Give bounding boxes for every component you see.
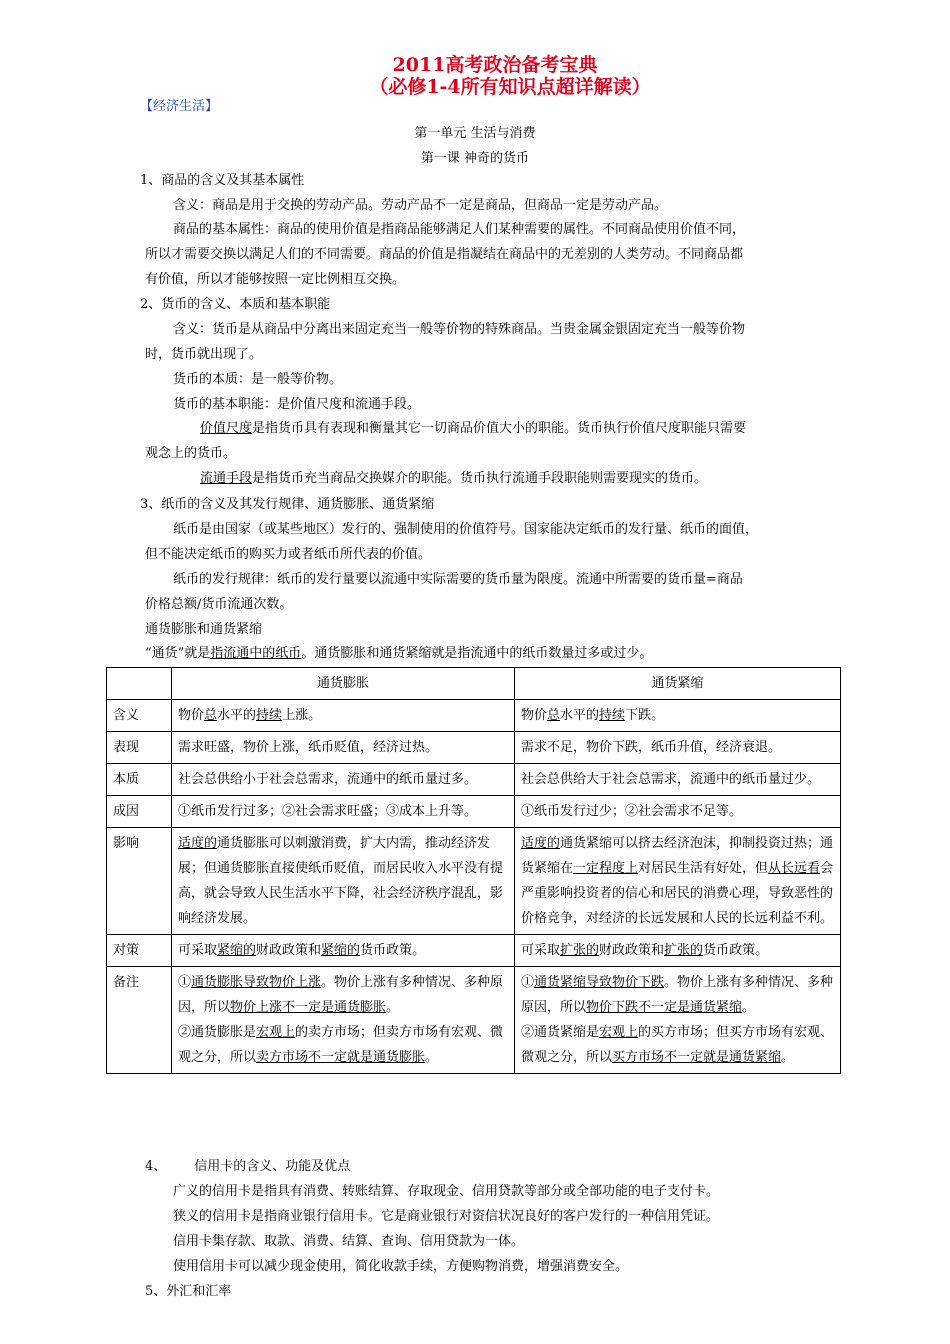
s2-paragraph: 时，货币就出现了。	[145, 347, 263, 362]
text-run: 宏观上	[599, 1025, 639, 1040]
text-run: ①	[521, 975, 535, 990]
text-run: 一定程度上	[573, 861, 639, 876]
text-run: 。	[781, 1050, 795, 1065]
row-label: 成因	[107, 796, 172, 828]
text-run: 。	[742, 1000, 756, 1015]
table-cell: 社会总供给小于社会总需求，流通中的纸币量过多。	[172, 764, 515, 796]
row-label: 含义	[107, 700, 172, 732]
row-label: 本质	[107, 764, 172, 796]
s3-paragraph: 但不能决定纸币的购买力或者纸币所代表的价值。	[145, 547, 432, 562]
s1-heading: 1、商品的含义及其基本属性	[140, 173, 305, 188]
table-row	[107, 764, 841, 796]
table-row	[107, 967, 841, 1074]
text-run: 可采取	[178, 943, 218, 958]
table-cell: 需求不足，物价下跌，纸币升值，经济衰退。	[515, 732, 841, 764]
text-run: 宏观上	[256, 1025, 296, 1040]
text-run: 通货紧缩可以挤去经济泡沫，抑制投资过热；通货紧缩在	[521, 836, 834, 876]
table-cell	[172, 828, 515, 935]
text-run: 紧缩的	[217, 943, 257, 958]
term-underlined: 流通手段	[200, 471, 253, 486]
s2-paragraph: 货币的基本职能：是价值尺度和流通手段。	[173, 397, 421, 412]
text-run: 适度的	[521, 836, 561, 851]
text-run: 的买方市场；但买方市场有宏观、微观之分，所以	[521, 1025, 834, 1065]
text-run: ①	[178, 975, 192, 990]
text-run: ②通货紧缩是	[521, 1025, 600, 1040]
text-run: 买方市场不一定就是通货紧缩	[612, 1050, 782, 1065]
row-label: 表现	[107, 732, 172, 764]
s4-heading	[145, 1158, 350, 1176]
table-row	[107, 700, 841, 732]
text-run: 扩张的	[664, 943, 704, 958]
text-run: 会严重影响投资者的信心和居民的消费心理，导致恶性的价格竞争，对经济的长远发展和人民的长远利益不利。	[521, 861, 834, 926]
document-subtitle: （必修1-4所有知识点超详解读）	[369, 76, 651, 98]
table-row	[107, 796, 841, 828]
text-run: 。	[425, 1050, 439, 1065]
text-run: 财政政策和	[599, 943, 665, 958]
s2-paragraph: 货币的本质：是一般等价物。	[173, 372, 343, 387]
text-run: 通货紧缩导致物价下跌	[534, 975, 665, 990]
text-run: 物价	[521, 708, 548, 723]
s2-heading: 2、货币的含义、本质和基本职能	[140, 297, 331, 312]
s5-heading: 5、外汇和汇率	[145, 1284, 232, 1299]
table-cell	[515, 828, 841, 935]
text-run: 卖方市场不一定就是通货膨胀	[256, 1050, 426, 1065]
table-cell	[172, 967, 515, 1074]
text-run: 4、	[145, 1159, 167, 1174]
s3-paragraph: 通货膨胀和通货紧缩	[145, 622, 263, 637]
text-run: 可采取	[521, 943, 561, 958]
s3-paragraph	[145, 645, 652, 663]
s4-paragraph: 信用卡集存款、取款、消费、结算、查询、信用贷款为一体。	[173, 1234, 525, 1249]
table-cell	[172, 700, 515, 732]
row-label: 备注	[107, 967, 172, 1074]
text-run: 从长远看	[768, 861, 821, 876]
table-row	[107, 935, 841, 967]
text-run: 。物价上涨有多种情况、多种原因，所以	[178, 975, 504, 1015]
text-run: 扩张的	[560, 943, 600, 958]
text-run: 下跌。	[625, 708, 665, 723]
table-cell: 社会总供给大于社会总需求，流通中的纸币量过少。	[515, 764, 841, 796]
s2-paragraph	[200, 420, 746, 438]
table-header-row	[107, 668, 841, 700]
s4-paragraph: 广义的信用卡是指具有消费、转账结算、存取现金、信用贷款等部分或全部功能的电子支付卡。	[173, 1184, 720, 1199]
s4-paragraph: 狭义的信用卡是指商业银行信用卡。它是商业银行对资信状况良好的客户发行的一种信用凭证。	[173, 1209, 720, 1224]
table-row	[107, 828, 841, 935]
text-run: 。	[386, 1000, 400, 1015]
text-run: 持续	[599, 708, 626, 723]
text-run: 通货膨胀导致物价上涨	[191, 975, 322, 990]
document-title: 2011高考政治备考宝典	[392, 54, 598, 76]
text-run: 水平的	[217, 708, 257, 723]
text-run: 是指货币具有表现和衡量其它一切商品价值大小的职能。货币执行价值尺度职能只需要	[252, 421, 747, 436]
text-run: 总	[547, 708, 561, 723]
term-underlined: 价值尺度	[200, 421, 253, 436]
row-label: 对策	[107, 935, 172, 967]
text-run: 货币政策。	[703, 943, 769, 958]
section-tag: 【经济生活】	[140, 99, 219, 114]
table-cell	[515, 935, 841, 967]
s3-paragraph: 纸币是由国家（或某些地区）发行的、强制使用的价值符号。国家能决定纸币的发行量、纸币的面值，	[173, 522, 759, 537]
text-run: 。物价上涨有多种情况、多种原因，所以	[521, 975, 834, 1015]
unit-heading: 第一单元 生活与消费	[414, 126, 536, 141]
comparison-table	[106, 667, 841, 1074]
s2-paragraph	[200, 470, 707, 488]
text-run: 是指货币充当商品交换媒介的职能。货币执行流通手段职能则需要现实的货币。	[252, 471, 708, 486]
text-run: 上涨。	[282, 708, 322, 723]
s3-paragraph: 纸币的发行规律：纸币的发行量要以流通中实际需要的货币量为限度。流通中所需要的货币量=商品	[173, 572, 743, 587]
term-underlined: 指流通中的纸币	[210, 646, 302, 661]
s2-paragraph: 观念上的货币。	[145, 446, 237, 461]
text-run: 信用卡的含义、功能及优点	[194, 1159, 351, 1174]
text-run: 通货膨胀可以刺激消费，扩大内需，推动经济发展；但通货膨胀直接使纸币贬值，而居民收入水平没有提高，就会导致人民生活水平下降，社会经济秩序混乱，影响经济发展。	[178, 836, 504, 926]
s4-paragraph: 使用信用卡可以减少现金使用，简化收款手续，方便购物消费，增强消费安全。	[173, 1259, 629, 1274]
text-run: 适度的	[178, 836, 218, 851]
text-run: 紧缩的	[321, 943, 361, 958]
text-run: 物价	[178, 708, 205, 723]
s1-paragraph: 有价值，所以才能够按照一定比例相互交换。	[145, 272, 406, 287]
s3-paragraph: 价格总额/货币流通次数。	[145, 597, 293, 612]
table-cell: ①纸币发行过多；②社会需求旺盛；③成本上升等。	[172, 796, 515, 828]
table-cell: ①纸币发行过少；②社会需求不足等。	[515, 796, 841, 828]
s1-paragraph: 所以才需要交换以满足人们的不同需要。商品的价值是指凝结在商品中的无差别的人类劳动。不同商品都	[145, 247, 744, 262]
table-cell: 需求旺盛，物价上涨，纸币贬值，经济过热。	[172, 732, 515, 764]
table-cell	[515, 967, 841, 1074]
table-header-cell: 通货紧缩	[515, 668, 841, 700]
text-run: “通货”就是	[145, 646, 211, 661]
text-run: 总	[204, 708, 218, 723]
table-header-cell	[107, 668, 172, 700]
text-run: ②通货膨胀是	[178, 1025, 257, 1040]
text-run: 物价上涨不一定是通货膨胀	[230, 1000, 387, 1015]
table-cell	[515, 700, 841, 732]
s1-paragraph: 含义：商品是用于交换的劳动产品。劳动产品不一定是商品，但商品一定是劳动产品。	[173, 198, 668, 213]
s3-heading: 3、纸币的含义及其发行规律、通货膨胀、通货紧缩	[140, 497, 435, 512]
s2-paragraph: 含义：货币是从商品中分离出来固定充当一般等价物的特殊商品。当贵金属金银固定充当一般等价物	[173, 322, 746, 337]
text-run: 对居民生活有好处，但	[638, 861, 769, 876]
lesson-heading: 第一课 神奇的货币	[420, 151, 530, 166]
text-run: 。通货膨胀和通货紧缩就是指流通中的纸币数量过多或过少。	[301, 646, 653, 661]
text-run: 的卖方市场；但卖方市场有宏观、微观之分，所以	[178, 1025, 504, 1065]
table-row	[107, 732, 841, 764]
s1-paragraph: 商品的基本属性：商品的使用价值是指商品能够满足人们某种需要的属性。不同商品使用价值不同，	[173, 222, 746, 237]
text-run: 持续	[256, 708, 283, 723]
table-header-cell: 通货膨胀	[172, 668, 515, 700]
text-run: 物价下跌不一定是通货紧缩	[586, 1000, 743, 1015]
text-run: 财政政策和	[256, 943, 322, 958]
table-cell	[172, 935, 515, 967]
text-run: 水平的	[560, 708, 600, 723]
text-run: 货币政策。	[360, 943, 426, 958]
row-label: 影响	[107, 828, 172, 935]
